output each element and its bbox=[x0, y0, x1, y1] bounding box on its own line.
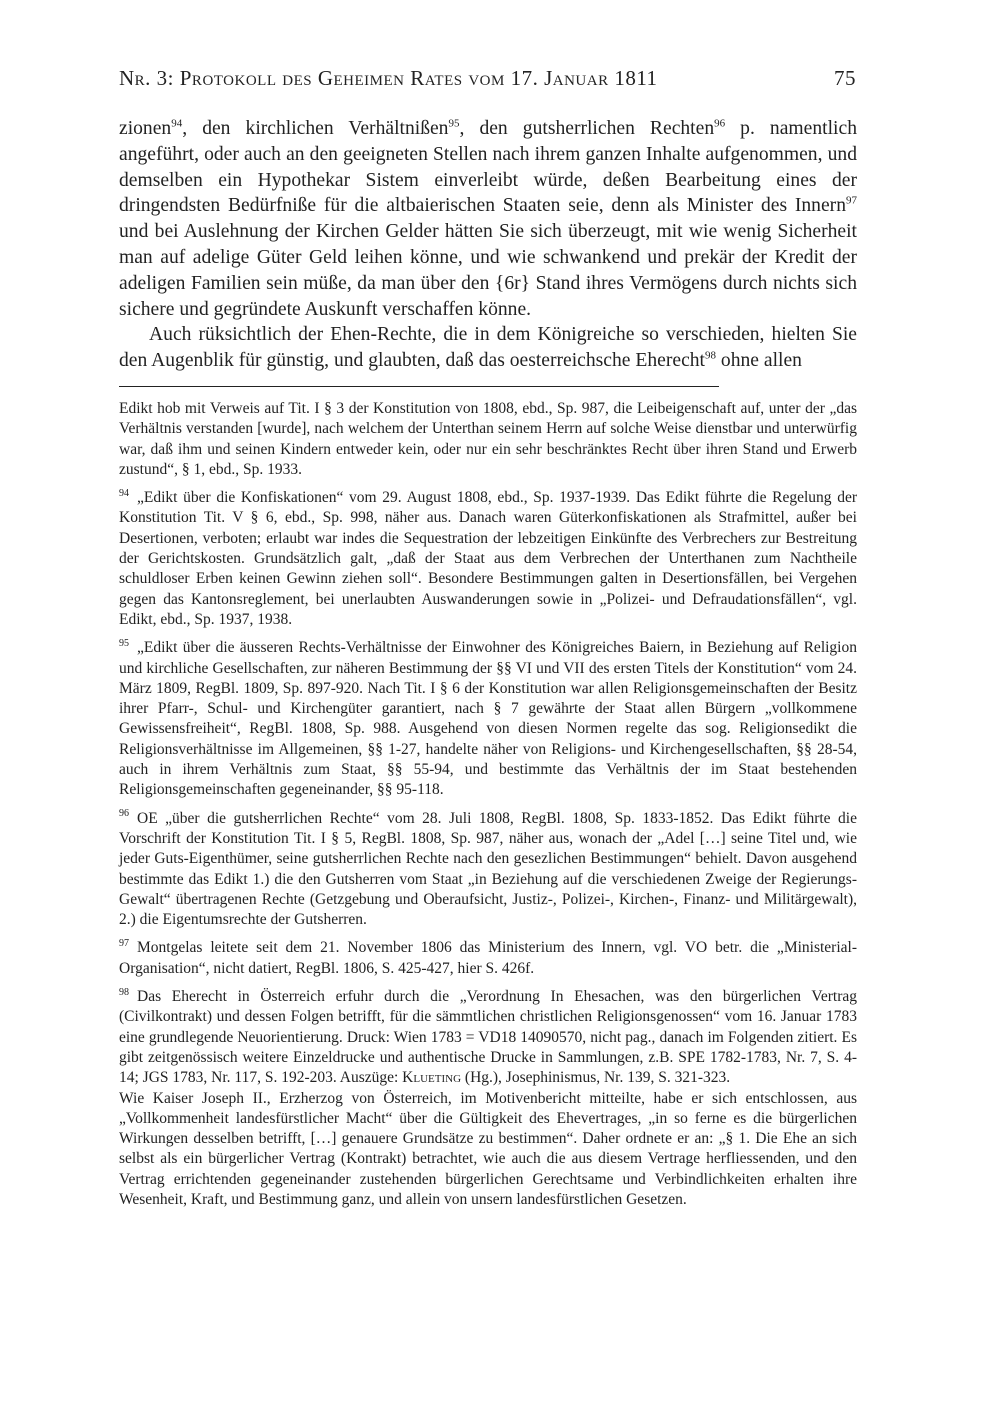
footnote-text: Montgelas leitete seit dem 21. November 1806 das Ministerium des Innern, vgl. VO betr. die „Ministerial-Organisation“, nicht datiert, RegBl. 1806, S. 425-427, hier S. 426f. bbox=[119, 939, 857, 977]
body-paragraph bbox=[119, 322, 857, 374]
text-run: zionen bbox=[119, 118, 172, 139]
footnote-94 bbox=[119, 488, 857, 630]
text-run: p. namentlich angeführt, oder auch an den geeigneten Stellen nach ihrem ganzen Inhalte aufgenommen, und demselben ein Hypothekar Sistem einverleibt würde, deßen Bearbeitung eines der dringendsten Bedürfniße für die altbaierischen Staaten seie, denn als Minister des Innern bbox=[119, 118, 857, 217]
running-head-title: Nr. 3: Protokoll des Geheimen Rates vom 17. Januar 1811 bbox=[119, 66, 658, 90]
footnote-98 bbox=[119, 987, 857, 1088]
text-run: ohne allen bbox=[716, 350, 802, 372]
text-run: , den gutsherrlichen Rechten bbox=[459, 118, 715, 139]
text-run: Auch rüksichtlich der Ehen-Rechte, die in dem Königreiche so verschieden, hielten Sie den Augenblik für günstig, und glaubten, daß das oesterreichsche Eherecht bbox=[119, 324, 857, 372]
author-name: Klueting bbox=[402, 1069, 462, 1087]
footnote-ref[interactable]: 94 bbox=[171, 117, 183, 130]
footnote-ref[interactable]: 98 bbox=[705, 349, 717, 362]
main-text bbox=[119, 116, 857, 374]
footnote-96 bbox=[119, 809, 857, 931]
footnote-text: OE „über die gutsherrlichen Rechte“ vom 28. Juli 1808, RegBl. 1808, Sp. 1833-1852. Das Edikt führte die Vorschrift der Konstitution Tit. I § 5, RegBl. 1808, Sp. 987, näher aus, wonach der „Adel […] seine Titel und, wie jeder Guts-Eigenthümer, seine gutsherrlichen Rechte nach den gesezlichen Bestimmungen“ behielt. Davon ausgehend bestimmte das Edikt 1.) die den Gutsherren vom Staat „in Beziehung auf die verschiedenen Zweige der Regierungs-Gewalt“ übertragenen Rechte (Getzgebung und Oberaufsicht, Justiz-, Polizei-, Kirchen-, Finanz- und Militärgewalt), 2.) die Eigentumsrechte der Gutsherren. bbox=[119, 809, 857, 929]
footnote-text: „Edikt über die äusseren Rechts-Verhältnisse der Einwohner des Königreiches Baiern, in Beziehung auf Religion und kirchliche Gesellschaften, zur näheren Bestimmung der §§ VI und VII des ersten Titels der Konstitution“ vom 24. März 1809, RegBl. 1809, Sp. 897-920. Nach Tit. I § 6 der Konstitution war allen Religionsgemeinschaften der Besitz ihrer Pfarr-, Schul- und Kirchengüter garantiert, nach § 7 gewährte der Staat allen Bürgern „vollkommene Gewissensfreiheit“, RegBl. 1808, Sp. 988. Ausgehend von diesen Normen regelte das sog. Religionsedikt die Religionsverhältnisse im Allgemeinen, §§ 1-27, handelte näher von Religions- und Kirchengesellschaften, §§ 28-54, auch in ihrem Verhältnis zum Staat, §§ 55-94, und bestimmte das Verhältnis der im Staat bestehenden Religionsgemeinschaften gegeneinander, §§ 95-118. bbox=[119, 639, 857, 799]
footnote-number: 96 bbox=[119, 808, 129, 820]
footnote-text: Das Eherecht in Österreich erfuhr durch die „Verordnung In Ehesachen, was den bürgerlichen Vertrag (Civilkontrakt) und dessen Folgen betrifft, für die sämmtlichen christlichen Religionsgenossen“ vom 16. Januar 1783 eine grundlegende Neuorientierung. Druck: Wien 1783 = VD18 14090570, nicht pag., danach im Folgenden zitiert. Es gibt zeitgenössisch weitere Einzeldrucke und authentische Drucke in Sammlungen, z.B. SPE 1782-1783, Nr. 7, S. 4-14; JGS 1783, Nr. 117, S. 192-203. Auszüge: bbox=[119, 988, 857, 1087]
footnote-continued: Edikt hob mit Verweis auf Tit. I § 3 der Konstitution von 1808, ebd., Sp. 987, die Leibeigenschaft auf, unter der „das Verhältnis verstanden [wurde], nach welchem der Unterthan seinem Herrn auf solche Weise dienstbar und unterwürfig war, daß ihm und seinen Kindern entweder kein, oder nur ein sehr beschränktes Recht über ihren Stand und Erwerb zustund“, § 1, ebd., Sp. 1933. bbox=[119, 400, 857, 478]
footnote-ref[interactable]: 95 bbox=[448, 117, 460, 130]
footnote-95 bbox=[119, 638, 857, 800]
footnote-98-continued: Wie Kaiser Joseph II., Erzherzog von Österreich, im Motivenbericht mitteilte, habe er sich entschlossen, aus „Vollkommenheit landesfürstlicher Macht“ über die Gültigkeit des Ehevertrages, „in so ferne es die bürgerlichen Wirkungen desselben betrifft, […] genauere Grundsätze zu bestimmen“. Daher ordnete er an: „§ 1. Die Ehe an sich selbst als ein bürgerlicher Vertrag (Kontrakt) betrachtet, wie auch die aus diesem Vertrage herfliessenden, und den Vertrag errichtenden gegeneinander zustehenden bürgerlichen Gerechtsame und Verbindlichkeiten erhalten ihre Wesenheit, Kraft, und Bestimmung ganz, und allein von unsern landesfürstlichen Gesetzen. bbox=[119, 1089, 857, 1208]
footnote-number: 94 bbox=[119, 488, 129, 500]
footnote-number: 98 bbox=[119, 986, 129, 998]
body-paragraph bbox=[119, 116, 857, 322]
footnote-97 bbox=[119, 938, 857, 979]
footnote-ref[interactable]: 97 bbox=[846, 194, 857, 207]
page-number: 75 bbox=[834, 66, 856, 90]
footnote-separator bbox=[119, 386, 719, 387]
footnotes bbox=[119, 399, 857, 1218]
footnote-number: 95 bbox=[119, 638, 129, 650]
footnote-number: 97 bbox=[119, 938, 129, 950]
text-run: , den kirchlichen Verhältnißen bbox=[182, 118, 449, 139]
footnote-text: (Hg.), Josephinismus, Nr. 139, S. 321-323. bbox=[461, 1069, 731, 1087]
text-run: und bei Auslehnung der Kirchen Gelder hätten Sie sich überzeugt, mit wie wenig Sicherheit man auf adelige Güter Geld leihen könne, und wie schwankend und prekär der Kredit der adeligen Familien sein müße, da man über den {6r} Stand ihres Vermögens durch nichts sich sichere und gegründete Auskunft verschaffen könne. bbox=[119, 221, 857, 320]
running-head bbox=[119, 66, 856, 94]
footnote-ref[interactable]: 96 bbox=[714, 117, 726, 130]
footnote-text: „Edikt über die Konfiskationen“ vom 29. August 1808, ebd., Sp. 1937-1939. Das Edikt führte die Regelung der Konstitution Tit. V § 6, ebd., Sp. 998, näher aus. Danach waren Güterkonfiskationen als Strafmittel, außer bei Desertionen, verboten; erlaubt war indes die Sequestration der lebzeitigen Einkünfte des Verbrechers zur Bestreitung der Gerichtskosten. Grundsätzlich galt, „daß der Staat aus dem Verbrechen der Unterthanen zum Nachtheile schuldloser Erben keinen Gewinn ziehen soll“. Besondere Bestimmungen galten in Desertionsfällen, bei Vergehen gegen das Kantonsreglement, bei unerlaubten Auswanderungen sowie in „Polizei- und Defraudationsfällen“, vgl. Edikt, ebd., Sp. 1937, 1938. bbox=[119, 489, 857, 628]
